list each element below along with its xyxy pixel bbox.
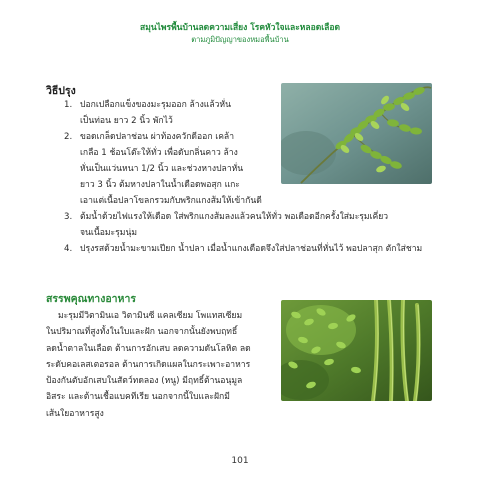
nutrition-line: เส้นใยอาหารสูง — [46, 408, 104, 419]
moringa-leaves-photo — [281, 83, 432, 184]
nutrition-text — [46, 308, 272, 422]
step-line: หั่นเป็นแว่นหนา 1/2 นิ้ว และช่วงหางปลาหั่น — [80, 164, 244, 174]
step-line: ขอดเกล็ดปลาช่อน ผ่าท้องควักดีออก เคล้า — [80, 132, 235, 142]
step-line: ต้มน้ำด้วยไฟแรงให้เดือด ใส่พริกแกงส้มลงแล้วคนให้ทั่ว พอเดือดอีกครั้งใส่มะรุมเคี่ยว — [80, 212, 389, 222]
step-1 — [64, 97, 285, 129]
header-title: สมุนไพรพื้นบ้านลดความเสี่ยง โรคหัวใจและหลอดเลือด — [140, 23, 340, 33]
step-line: จนเนื้อมะรุมนุ่ม — [80, 228, 137, 238]
step-number: 1. — [64, 100, 73, 110]
page-number: 101 — [231, 456, 249, 466]
step-line: ปอกเปลือกแข็งของมะรุมออก ล้างแล้วหั่น — [80, 100, 231, 110]
nutrition-line: มะรุมมีวิตามินเอ วิตามินซี แคลเซียม โพแทสเซียม — [58, 311, 243, 321]
nutrition-line: ลดน้ำตาลในเลือด ต้านการอักเสบ ลดความดันโลหิต ลด — [46, 343, 251, 354]
step-line: เอาแต่เนื้อปลาโขลกรวมกับพริกแกงส้มให้เข้ากันดี — [80, 196, 262, 206]
step-line: ยาว 3 นิ้ว ต้มหางปลาในน้ำเดือดพอสุก แกะ — [80, 180, 240, 190]
step-number: 3. — [64, 212, 73, 222]
method-title: วิธีปรุง — [46, 85, 76, 97]
step-line: เกลือ 1 ช้อนโต๊ะให้ทั่ว เพื่อดับกลิ่นคาว ล้าง — [80, 148, 238, 158]
step-line: เป็นท่อน ยาว 2 นิ้ว พักไว้ — [80, 116, 173, 126]
step-line: ปรุงรสด้วยน้ำมะขามเปียก น้ำปลา เมื่อน้ำแกงเดือดจึงใส่ปลาช่อนที่หั่นไว้ พอปลาสุก ตักใส่ชาม — [80, 244, 423, 254]
nutrition-line: ในปริมาณที่สูงทั้งในใบและฝัก นอกจากนั้นยังพบฤทธิ์ — [46, 327, 238, 338]
step-number: 2. — [64, 132, 73, 142]
step-number: 4. — [64, 244, 73, 254]
step-4 — [64, 241, 436, 257]
nutrition-title: สรรพคุณทางอาหาร — [46, 293, 136, 305]
nutrition-line: ป้องกันตับอักเสบในสัตว์ทดลอง (หนู) มีฤทธิ์ต้านอนุมูล — [46, 376, 243, 387]
nutrition-line: ระดับคอเลสเตอรอล ต้านการเกิดแผลในกระเพาะอาหาร — [46, 359, 251, 370]
nutrition-line: อิสระ และต้านเชื้อแบคทีเรีย นอกจากนี้ใบและฝักมี — [46, 392, 230, 403]
step-2 — [64, 129, 285, 209]
step-3 — [64, 209, 436, 241]
header-subtitle: ตามภูมิปัญญาของหมอพื้นบ้าน — [191, 35, 289, 44]
page-header — [0, 22, 480, 45]
moringa-pods-photo — [281, 300, 432, 401]
